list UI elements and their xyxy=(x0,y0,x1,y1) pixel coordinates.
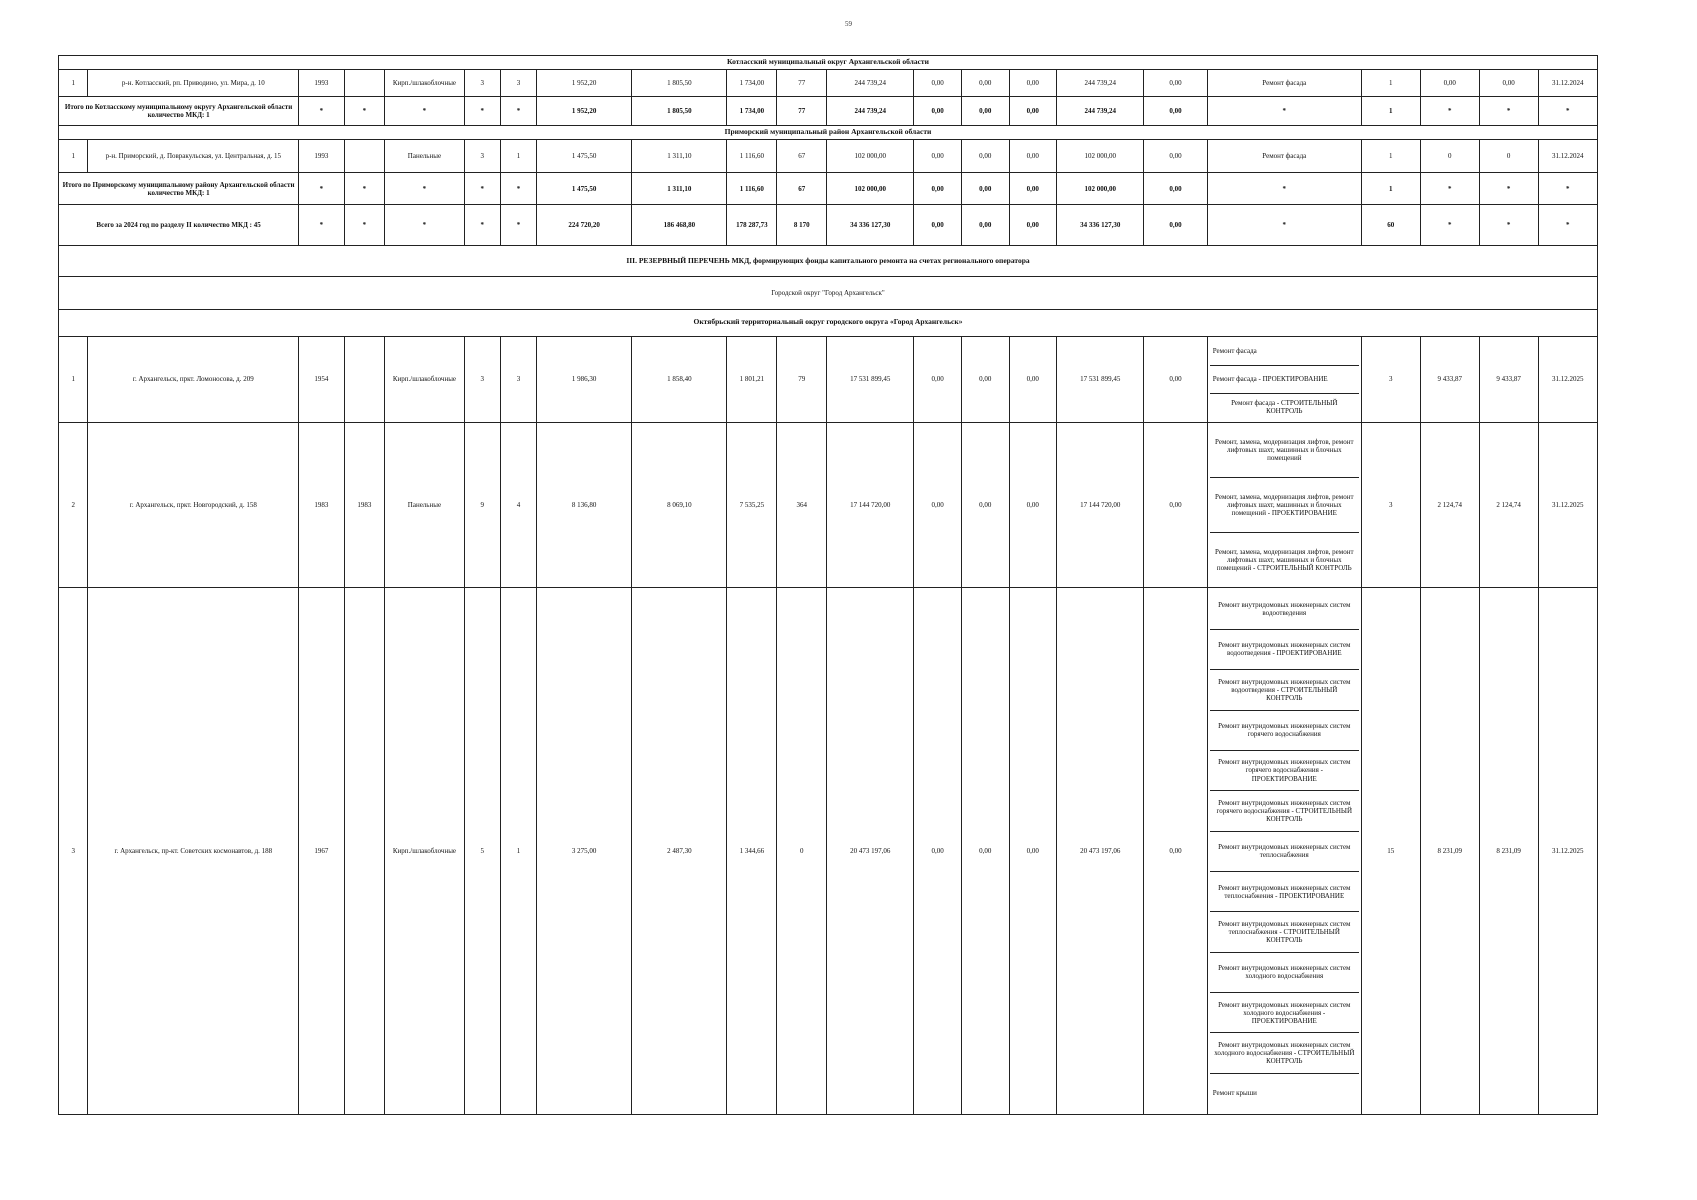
cost-fund: 0,00 xyxy=(914,96,962,125)
work-type: Ремонт фасада xyxy=(1207,70,1361,97)
section-row-oktyabrsky xyxy=(59,309,1598,336)
grand-total-row xyxy=(59,205,1598,246)
cost-local: 0,00 xyxy=(1009,205,1057,246)
star: * xyxy=(500,172,536,205)
unit-cost-max: 9 433,87 xyxy=(1479,336,1538,422)
star: * xyxy=(385,172,464,205)
cost-local: 0,00 xyxy=(1009,96,1057,125)
unit-cost-max: 0,00 xyxy=(1479,70,1538,97)
work-item: Ремонт, замена, модернизация лифтов, ремонт лифтовых шахт, машинных и блочных помещений - ПРОЕКТИРОВАНИЕ xyxy=(1210,478,1359,533)
work-item: Ремонт внутридомовых инженерных систем теплоснабжения - ПРОЕКТИРОВАНИЕ xyxy=(1210,872,1359,912)
star: * xyxy=(1479,96,1538,125)
floors: 5 xyxy=(464,588,500,1115)
row-number: 1 xyxy=(59,336,88,422)
star: * xyxy=(464,205,500,246)
cost-fund: 0,00 xyxy=(914,70,962,97)
star: * xyxy=(344,172,385,205)
area-premises: 1 858,40 xyxy=(632,336,727,422)
residents: 0 xyxy=(777,588,827,1115)
works-count: 15 xyxy=(1361,588,1420,1115)
year-renovated xyxy=(344,70,385,97)
work-item: Ремонт внутридомовых инженерных систем горячего водоснабжения xyxy=(1210,711,1359,751)
cost-local: 0,00 xyxy=(1009,422,1057,588)
row-number: 1 xyxy=(59,139,88,172)
table-row xyxy=(59,70,1598,97)
area-premises: 2 487,30 xyxy=(632,588,727,1115)
area-premises: 1 311,10 xyxy=(632,172,727,205)
residents: 77 xyxy=(777,96,827,125)
area-residential: 1 116,60 xyxy=(727,139,777,172)
unit-cost-max: 8 231,09 xyxy=(1479,588,1538,1115)
work-item: Ремонт фасада - СТРОИТЕЛЬНЫЙ КОНТРОЛЬ xyxy=(1231,399,1338,416)
residents: 67 xyxy=(777,172,827,205)
star: * xyxy=(1538,205,1597,246)
star: * xyxy=(1538,172,1597,205)
work-list-cell xyxy=(1207,336,1361,422)
star: * xyxy=(1420,172,1479,205)
area-residential: 1 344,66 xyxy=(727,588,777,1115)
row-number: 2 xyxy=(59,422,88,588)
year-renovated xyxy=(344,139,385,172)
cost-local: 0,00 xyxy=(1009,336,1057,422)
cost-local: 0,00 xyxy=(1009,70,1057,97)
star: * xyxy=(500,96,536,125)
cost-fund: 0,00 xyxy=(914,172,962,205)
work-item: Ремонт фасада xyxy=(1210,338,1359,366)
entrances: 1 xyxy=(500,139,536,172)
cost-total: 244 739,24 xyxy=(827,96,914,125)
address: г. Архангельск, пркт. Ломоносова, д. 209 xyxy=(88,336,299,422)
star: * xyxy=(464,96,500,125)
cost-other: 0,00 xyxy=(1144,422,1207,588)
year-renovated: 1983 xyxy=(344,422,385,588)
unit-cost: 8 231,09 xyxy=(1420,588,1479,1115)
cost-owners: 17 144 720,00 xyxy=(1057,422,1144,588)
cost-local: 0,00 xyxy=(1009,588,1057,1115)
work-item: Ремонт внутридомовых инженерных систем водоотведения - СТРОИТЕЛЬНЫЙ КОНТРОЛЬ xyxy=(1210,670,1359,710)
cost-regional: 0,00 xyxy=(961,70,1009,97)
table-row xyxy=(59,139,1598,172)
cost-other: 0,00 xyxy=(1144,588,1207,1115)
cost-regional: 0,00 xyxy=(961,336,1009,422)
year-built: 1954 xyxy=(299,336,344,422)
cost-fund: 0,00 xyxy=(914,336,962,422)
address: р-н. Приморский, д. Повракульская, ул. Центральная, д. 15 xyxy=(88,139,299,172)
work-list xyxy=(1210,424,1359,587)
cost-total: 17 531 899,45 xyxy=(827,336,914,422)
star: * xyxy=(500,205,536,246)
year-renovated xyxy=(344,588,385,1115)
completion-date: 31.12.2024 xyxy=(1538,70,1597,97)
row-number: 1 xyxy=(59,70,88,97)
entrances: 3 xyxy=(500,336,536,422)
cost-owners: 102 000,00 xyxy=(1057,172,1144,205)
cost-local: 0,00 xyxy=(1009,172,1057,205)
cost-regional: 0,00 xyxy=(961,205,1009,246)
area-residential: 178 287,73 xyxy=(727,205,777,246)
cost-total: 34 336 127,30 xyxy=(827,205,914,246)
residents: 8 170 xyxy=(777,205,827,246)
table-row xyxy=(59,588,1598,1115)
cost-fund: 0,00 xyxy=(914,139,962,172)
area-total: 1 475,50 xyxy=(537,139,632,172)
section-row-primorsky xyxy=(59,125,1598,139)
wall-material: Кирп./шлакоблочные xyxy=(385,70,464,97)
residents: 67 xyxy=(777,139,827,172)
row-number: 3 xyxy=(59,588,88,1115)
star: * xyxy=(385,96,464,125)
section-row-kotlas xyxy=(59,56,1598,70)
cost-regional: 0,00 xyxy=(961,172,1009,205)
work-item: Ремонт внутридомовых инженерных систем горячего водоснабжения - СТРОИТЕЛЬНЫЙ КОНТРОЛЬ xyxy=(1210,791,1359,831)
residents: 364 xyxy=(777,422,827,588)
total-row-primorsky xyxy=(59,172,1598,205)
cost-owners: 17 531 899,45 xyxy=(1057,336,1144,422)
unit-cost: 2 124,74 xyxy=(1420,422,1479,588)
work-item: Ремонт внутридомовых инженерных систем водоотведения - ПРОЕКТИРОВАНИЕ xyxy=(1210,630,1359,670)
works-count: 3 xyxy=(1361,336,1420,422)
total-row-kotlas xyxy=(59,96,1598,125)
year-built: 1967 xyxy=(299,588,344,1115)
area-residential: 1 801,21 xyxy=(727,336,777,422)
area-premises: 186 468,80 xyxy=(632,205,727,246)
wall-material: Панельные xyxy=(385,422,464,588)
star: * xyxy=(1420,96,1479,125)
unit-cost-max: 2 124,74 xyxy=(1479,422,1538,588)
work-item: Ремонт крыши xyxy=(1212,1089,1257,1098)
cost-local: 0,00 xyxy=(1009,139,1057,172)
cost-owners: 244 739,24 xyxy=(1057,70,1144,97)
wall-material: Панельные xyxy=(385,139,464,172)
unit-cost: 9 433,87 xyxy=(1420,336,1479,422)
completion-date: 31.12.2025 xyxy=(1538,422,1597,588)
area-premises: 1 805,50 xyxy=(632,96,727,125)
cost-total: 17 144 720,00 xyxy=(827,422,914,588)
area-premises: 1 805,50 xyxy=(632,70,727,97)
work-item: Ремонт внутридомовых инженерных систем горячего водоснабжения - ПРОЕКТИРОВАНИЕ xyxy=(1210,751,1359,791)
work-item: Ремонт внутридомовых инженерных систем теплоснабжения xyxy=(1210,832,1359,872)
wall-material: Кирп./шлакоблочные xyxy=(385,588,464,1115)
floors: 3 xyxy=(464,139,500,172)
total-label: Всего за 2024 год по разделу II количество МКД : 45 xyxy=(59,205,299,246)
star: * xyxy=(1479,172,1538,205)
section-title: Котласский муниципальный округ Архангельской области xyxy=(59,56,1598,70)
table-row xyxy=(59,336,1598,422)
cost-other: 0,00 xyxy=(1144,205,1207,246)
completion-date: 31.12.2025 xyxy=(1538,336,1597,422)
star: * xyxy=(1207,96,1361,125)
floors: 9 xyxy=(464,422,500,588)
table-row xyxy=(59,422,1598,588)
residents: 79 xyxy=(777,336,827,422)
star: * xyxy=(1538,96,1597,125)
work-list xyxy=(1210,589,1359,1113)
star: * xyxy=(1479,205,1538,246)
works-count: 1 xyxy=(1361,70,1420,97)
wall-material: Кирп./шлакоблочные xyxy=(385,336,464,422)
address: р-н. Котласский, рп. Приводино, ул. Мира, д. 10 xyxy=(88,70,299,97)
area-residential: 1 734,00 xyxy=(727,96,777,125)
address: г. Архангельск, пркт. Новгородский, д. 158 xyxy=(88,422,299,588)
cost-other: 0,00 xyxy=(1144,70,1207,97)
cost-regional: 0,00 xyxy=(961,588,1009,1115)
cost-owners: 34 336 127,30 xyxy=(1057,205,1144,246)
section-title: Октябрьский территориальный округ городского округа «Город Архангельск» xyxy=(59,309,1598,336)
star: * xyxy=(1207,172,1361,205)
cost-owners: 102 000,00 xyxy=(1057,139,1144,172)
cost-total: 102 000,00 xyxy=(827,172,914,205)
year-built: 1983 xyxy=(299,422,344,588)
work-item: Ремонт фасада - ПРОЕКТИРОВАНИЕ xyxy=(1210,366,1359,394)
work-item: Ремонт, замена, модернизация лифтов, ремонт лифтовых шахт, машинных и блочных помещений - СТРОИТЕЛЬНЫЙ КОНТРОЛЬ xyxy=(1215,547,1354,572)
cost-owners: 20 473 197,06 xyxy=(1057,588,1144,1115)
work-item: Ремонт внутридомовых инженерных систем теплоснабжения - СТРОИТЕЛЬНЫЙ КОНТРОЛЬ xyxy=(1210,912,1359,952)
section-title: III. РЕЗЕРВНЫЙ ПЕРЕЧЕНЬ МКД, формирующих фонды капитального ремонта на счетах регионального оператора xyxy=(59,246,1598,277)
work-list xyxy=(1210,338,1359,421)
cost-other: 0,00 xyxy=(1144,139,1207,172)
entrances: 4 xyxy=(500,422,536,588)
works-count: 60 xyxy=(1361,205,1420,246)
year-built: 1993 xyxy=(299,139,344,172)
completion-date: 31.12.2024 xyxy=(1538,139,1597,172)
star: * xyxy=(1420,205,1479,246)
star: * xyxy=(344,205,385,246)
works-count: 1 xyxy=(1361,172,1420,205)
floors: 3 xyxy=(464,70,500,97)
area-premises: 8 069,10 xyxy=(632,422,727,588)
cost-fund: 0,00 xyxy=(914,205,962,246)
star: * xyxy=(299,96,344,125)
year-built: 1993 xyxy=(299,70,344,97)
section-row-reserve xyxy=(59,246,1598,277)
cost-fund: 0,00 xyxy=(914,422,962,588)
cost-total: 20 473 197,06 xyxy=(827,588,914,1115)
area-total: 1 475,50 xyxy=(537,172,632,205)
residents: 77 xyxy=(777,70,827,97)
year-renovated xyxy=(344,336,385,422)
section-row-city xyxy=(59,277,1598,310)
area-residential: 1 116,60 xyxy=(727,172,777,205)
total-label: Итого по Котласскому муниципальному округу Архангельской области количество МКД: 1 xyxy=(59,96,299,125)
work-list-cell xyxy=(1207,588,1361,1115)
entrances: 3 xyxy=(500,70,536,97)
star: * xyxy=(344,96,385,125)
work-list-cell xyxy=(1207,422,1361,588)
unit-cost: 0,00 xyxy=(1420,70,1479,97)
section-title: Городской округ "Город Архангельск" xyxy=(59,277,1598,310)
area-total: 1 952,20 xyxy=(537,70,632,97)
cost-fund: 0,00 xyxy=(914,588,962,1115)
area-residential: 1 734,00 xyxy=(727,70,777,97)
area-total: 224 720,20 xyxy=(537,205,632,246)
work-item: Ремонт внутридомовых инженерных систем холодного водоснабжения xyxy=(1210,953,1359,993)
work-item: Ремонт внутридомовых инженерных систем водоотведения xyxy=(1210,589,1359,629)
works-count: 1 xyxy=(1361,139,1420,172)
work-item: Ремонт внутридомовых инженерных систем холодного водоснабжения - СТРОИТЕЛЬНЫЙ КОНТРОЛЬ xyxy=(1210,1033,1359,1073)
star: * xyxy=(1207,205,1361,246)
cost-regional: 0,00 xyxy=(961,139,1009,172)
work-type: Ремонт фасада xyxy=(1207,139,1361,172)
unit-cost-max: 0 xyxy=(1479,139,1538,172)
area-total: 1 952,20 xyxy=(537,96,632,125)
total-label: Итого по Приморскому муниципальному району Архангельской области количество МКД: 1 xyxy=(59,172,299,205)
area-total: 3 275,00 xyxy=(537,588,632,1115)
cost-regional: 0,00 xyxy=(961,96,1009,125)
cost-total: 102 000,00 xyxy=(827,139,914,172)
star: * xyxy=(299,205,344,246)
cost-total: 244 739,24 xyxy=(827,70,914,97)
work-item: Ремонт, замена, модернизация лифтов, ремонт лифтовых шахт, машинных и блочных помещений xyxy=(1210,424,1359,479)
star: * xyxy=(464,172,500,205)
works-count: 1 xyxy=(1361,96,1420,125)
cost-other: 0,00 xyxy=(1144,172,1207,205)
star: * xyxy=(385,205,464,246)
mkd-register-table xyxy=(58,55,1598,1115)
section-title: Приморский муниципальный район Архангельской области xyxy=(59,125,1598,139)
cost-owners: 244 739,24 xyxy=(1057,96,1144,125)
completion-date: 31.12.2025 xyxy=(1538,588,1597,1115)
area-premises: 1 311,10 xyxy=(632,139,727,172)
cost-other: 0,00 xyxy=(1144,96,1207,125)
floors: 3 xyxy=(464,336,500,422)
work-item: Ремонт внутридомовых инженерных систем холодного водоснабжения - ПРОЕКТИРОВАНИЕ xyxy=(1210,993,1359,1033)
area-total: 8 136,80 xyxy=(537,422,632,588)
page-number: 59 xyxy=(845,20,852,28)
area-residential: 7 535,25 xyxy=(727,422,777,588)
area-total: 1 986,30 xyxy=(537,336,632,422)
cost-other: 0,00 xyxy=(1144,336,1207,422)
address: г. Архангельск, пр-кт. Советских космонавтов, д. 188 xyxy=(88,588,299,1115)
star: * xyxy=(299,172,344,205)
entrances: 1 xyxy=(500,588,536,1115)
cost-regional: 0,00 xyxy=(961,422,1009,588)
unit-cost: 0 xyxy=(1420,139,1479,172)
works-count: 3 xyxy=(1361,422,1420,588)
